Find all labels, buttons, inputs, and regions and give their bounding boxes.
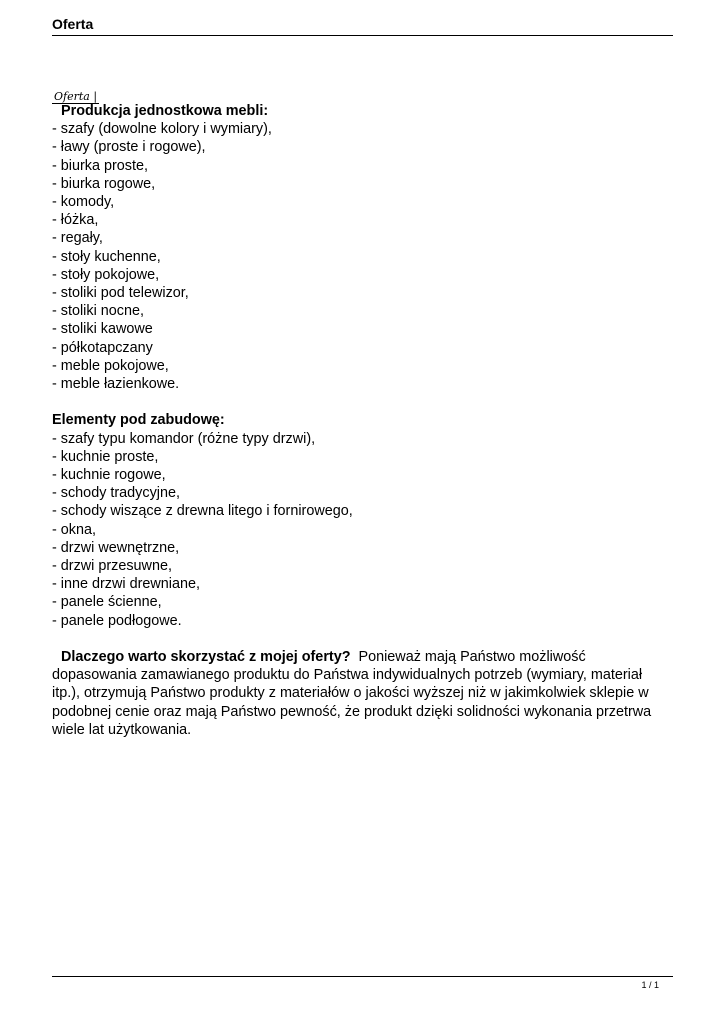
section-heading-production: Produkcja jednostkowa mebli: bbox=[61, 103, 269, 119]
built-in-list bbox=[52, 430, 672, 630]
list-item: - regały, bbox=[52, 230, 103, 247]
list-item: - biurka proste, bbox=[52, 157, 148, 174]
list-item: - drzwi przesuwne, bbox=[52, 558, 172, 575]
list-item: - inne drzwi drewniane, bbox=[52, 576, 200, 593]
production-list bbox=[52, 120, 672, 393]
list-item: - panele podłogowe. bbox=[52, 612, 182, 629]
list-item: - schody wiszące z drewna litego i fornirowego, bbox=[52, 503, 353, 520]
list-item: - meble pokojowe, bbox=[52, 357, 169, 374]
list-item: - schody tradycyjne, bbox=[52, 485, 180, 502]
document-body bbox=[52, 102, 672, 739]
page-number: 1 / 1 bbox=[641, 980, 659, 990]
list-item: - panele ścienne, bbox=[52, 594, 162, 611]
list-item: - stoliki nocne, bbox=[52, 303, 144, 320]
list-item: - drzwi wewnętrzne, bbox=[52, 539, 180, 556]
why-body: Ponieważ mają Państwo możliwość dopasowania zamawianego produktu do Państwa indywidualnych potrzeb (wymiary, materiał itp.), otrzymują Państwo produkty z materiałów o jakości wyższej niż w jakimkolwiek sklepie w podobnej cenie oraz mają Państwo pewność, że produkt dzięki solidności wykonania przetrwa wiele lat użytkowania. bbox=[52, 649, 652, 738]
page-header-title: Oferta bbox=[52, 16, 94, 32]
list-item: - biurka rogowe, bbox=[52, 175, 156, 192]
list-item: - ławy (proste i rogowe), bbox=[52, 139, 206, 156]
list-item: - stoły kuchenne, bbox=[52, 248, 161, 265]
list-item: - komody, bbox=[52, 194, 115, 211]
list-item: - szafy (dowolne kolory i wymiary), bbox=[52, 121, 272, 138]
list-item: - łóżka, bbox=[52, 212, 99, 229]
why-heading: Dlaczego warto skorzystać z mojej oferty? bbox=[61, 649, 351, 666]
section-heading-built-in: Elementy pod zabudowę: bbox=[52, 412, 225, 429]
list-item: - półkotapczany bbox=[52, 339, 153, 356]
header-divider bbox=[52, 35, 673, 36]
oferta-logo: Oferta | bbox=[54, 90, 98, 103]
why-paragraph bbox=[52, 648, 672, 739]
list-item: - kuchnie rogowe, bbox=[52, 467, 166, 484]
list-item: - szafy typu komandor (różne typy drzwi), bbox=[52, 430, 316, 447]
list-item: - meble łazienkowe. bbox=[52, 376, 180, 393]
list-item: - stoliki kawowe bbox=[52, 321, 153, 338]
list-item: - stoliki pod telewizor, bbox=[52, 285, 189, 302]
list-item: - kuchnie proste, bbox=[52, 448, 159, 465]
list-item: - okna, bbox=[52, 521, 96, 538]
footer-divider bbox=[52, 976, 673, 977]
list-item: - stoły pokojowe, bbox=[52, 266, 160, 283]
